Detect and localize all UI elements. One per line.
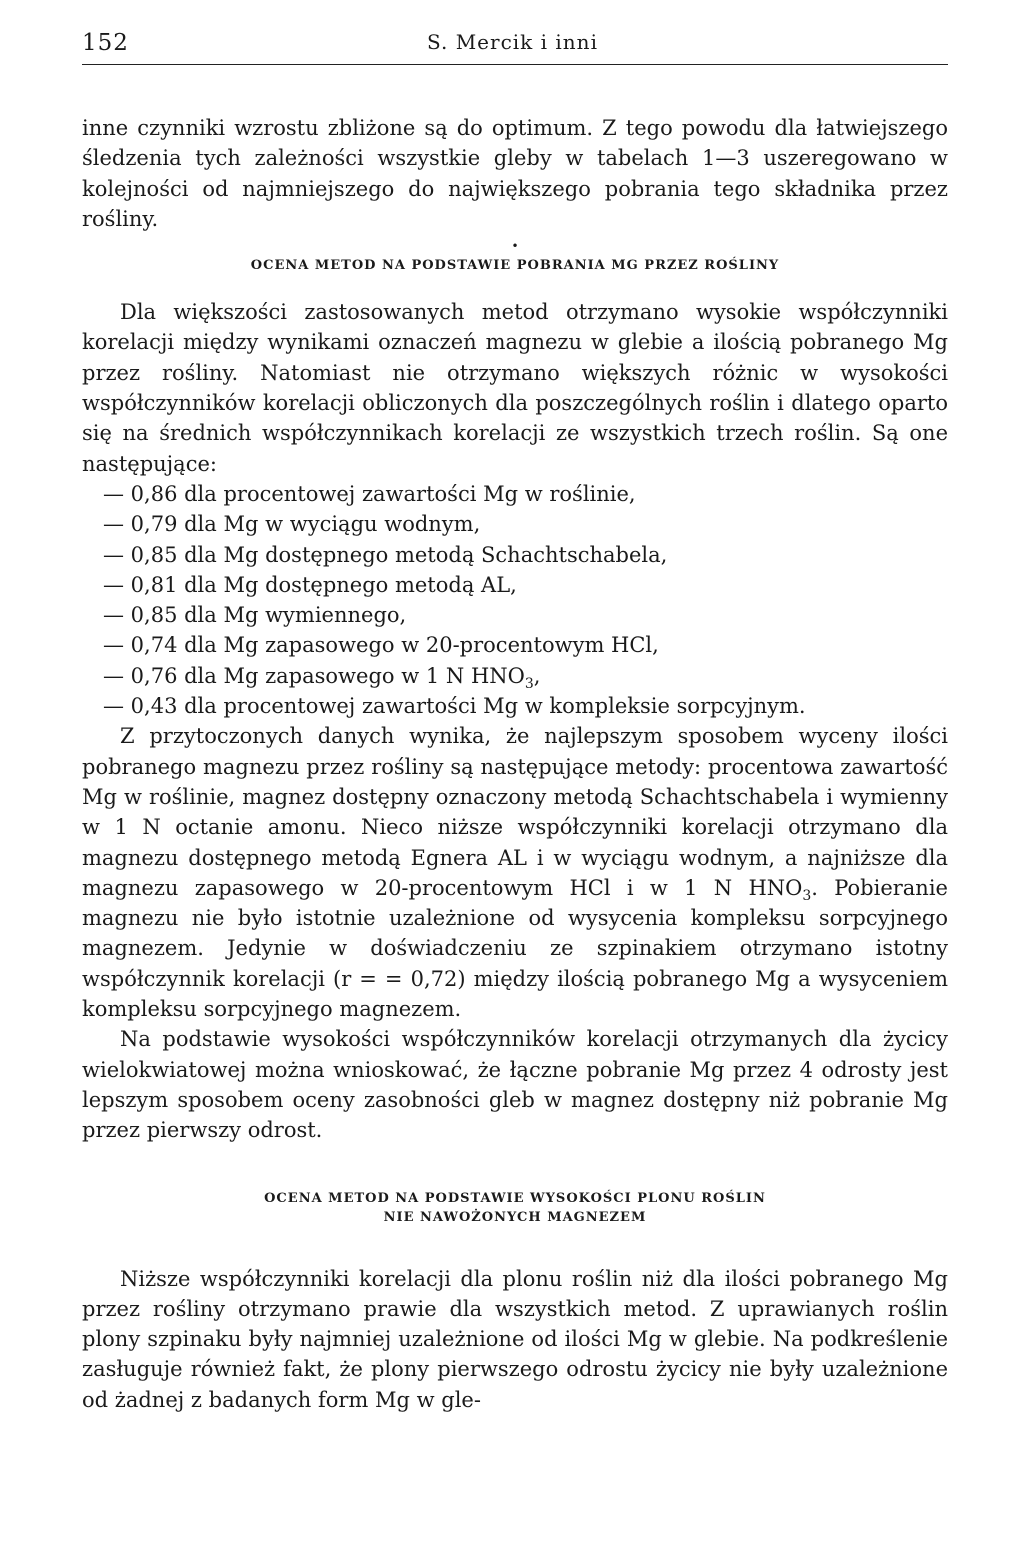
list-item: — 0,85 dla Mg dostępnego metodą Schachtschabela,	[103, 542, 668, 567]
section-heading-uptake: OCENA METOD NA PODSTAWIE POBRANIA MG PRZEZ ROŚLINY	[250, 258, 780, 274]
bullet-dot: •	[511, 239, 519, 254]
page	[82, 30, 948, 1415]
page-number: 152	[82, 30, 129, 56]
paragraph-yield: Niższe współczynniki korelacji dla plonu roślin niż dla ilości pobranego Mg przez rośliny otrzymano prawie dla wszystkich metod. Z uprawianych roślin plony szpinaku były najmniej uzależnione od ilości Mg w glebie. Na podkreślenie zasługuje również fakt, że plony pierwszego odrostu życicy nie były uzależnione od żadnej z badanych form Mg w gle-	[82, 1266, 948, 1412]
paragraph-text: Z przytoczonych danych wynika, że najlepszym sposobem wyceny ilości pobranego magnezu przez rośliny są następujące metody: procentowa zawartość Mg w roślinie, magnez dostępny oznaczony metodą Schachtschabela i wymienny w 1 N octanie amonu. Nieco niższe współczynniki korelacji otrzymano dla magnezu dostępnego metodą Egnera AL i w wyciągu wodnym, a najniższe dla magnezu zapasowego w 20-procentowym HCl i w 1 N HNO	[82, 724, 948, 900]
list-item: — 0,85 dla Mg wymiennego,	[103, 603, 407, 628]
list-item: — 0,81 dla Mg dostępnego metodą AL,	[103, 572, 517, 597]
subscript: 3	[802, 888, 812, 905]
list-item-text: — 0,76 dla Mg zapasowego w 1 N HNO	[103, 663, 525, 688]
list-item	[103, 661, 948, 691]
list-item: — 0,86 dla procentowej zawartości Mg w roślinie,	[103, 481, 636, 506]
paragraph-text: . Pobieranie magnezu nie było istotnie uzależnione od wysycenia kompleksu sorpcyjnego magnezem. Jedynie w doświadczeniu ze szpinakiem otrzymano istotny współczynnik korelacji (r = = 0,72) między ilością pobranego Mg a wysyceniem kompleksu sorpcyjnego magnezem.	[82, 875, 948, 1022]
list-item: — 0,79 dla Mg w wyciągu wodnym,	[103, 512, 481, 537]
section-heading-yield	[82, 1189, 948, 1227]
list-item: — 0,43 dla procentowej zawartości Mg w kompleksie sorpcyjnym.	[103, 694, 806, 719]
running-title: S. Mercik i inni	[427, 30, 598, 54]
list-item: — 0,74 dla Mg zapasowego w 20-procentowym HCl,	[103, 633, 659, 658]
paragraph-conclusions	[82, 721, 948, 1024]
paragraph-intro: inne czynniki wzrostu zbliżone są do optimum. Z tego powodu dla łatwiejszego śledzenia tych zależności wszystkie gleby w tabelach 1—3 uszeregowano w kolejności od najmniejszego do największego pobrania tego składnika przez rośliny.	[82, 116, 948, 231]
correlation-list	[82, 479, 948, 721]
heading-line: OCENA METOD NA PODSTAWIE WYSOKOŚCI PLONU ROŚLIN	[264, 1190, 766, 1206]
page-header	[82, 30, 948, 65]
paragraph-ryegrass: Na podstawie wysokości współczynników korelacji otrzymanych dla życicy wielokwiatowej można wnioskować, że łączne pobranie Mg przez 4 odrosty jest lepszym sposobem oceny zasobności gleb w magnez dostępny niż pobranie Mg przez pierwszy odrost.	[82, 1027, 948, 1143]
heading-line: NIE NAWOŻONYCH MAGNEZEM	[383, 1209, 647, 1225]
subscript: 3	[524, 675, 534, 692]
paragraph-correlation-intro: Dla większości zastosowanych metod otrzymano wysokie współczynniki korelacji między wynikami oznaczeń magnezu w glebie a ilością pobranego Mg przez rośliny. Natomiast nie otrzymano większych różnic w wysokości współczynników korelacji obliczonych dla poszczególnych roślin i dlatego oparto się na średnich współczynnikach korelacji ze wszystkich trzech roślin. Są one następujące:	[82, 300, 948, 476]
list-item-text: ,	[533, 663, 541, 688]
